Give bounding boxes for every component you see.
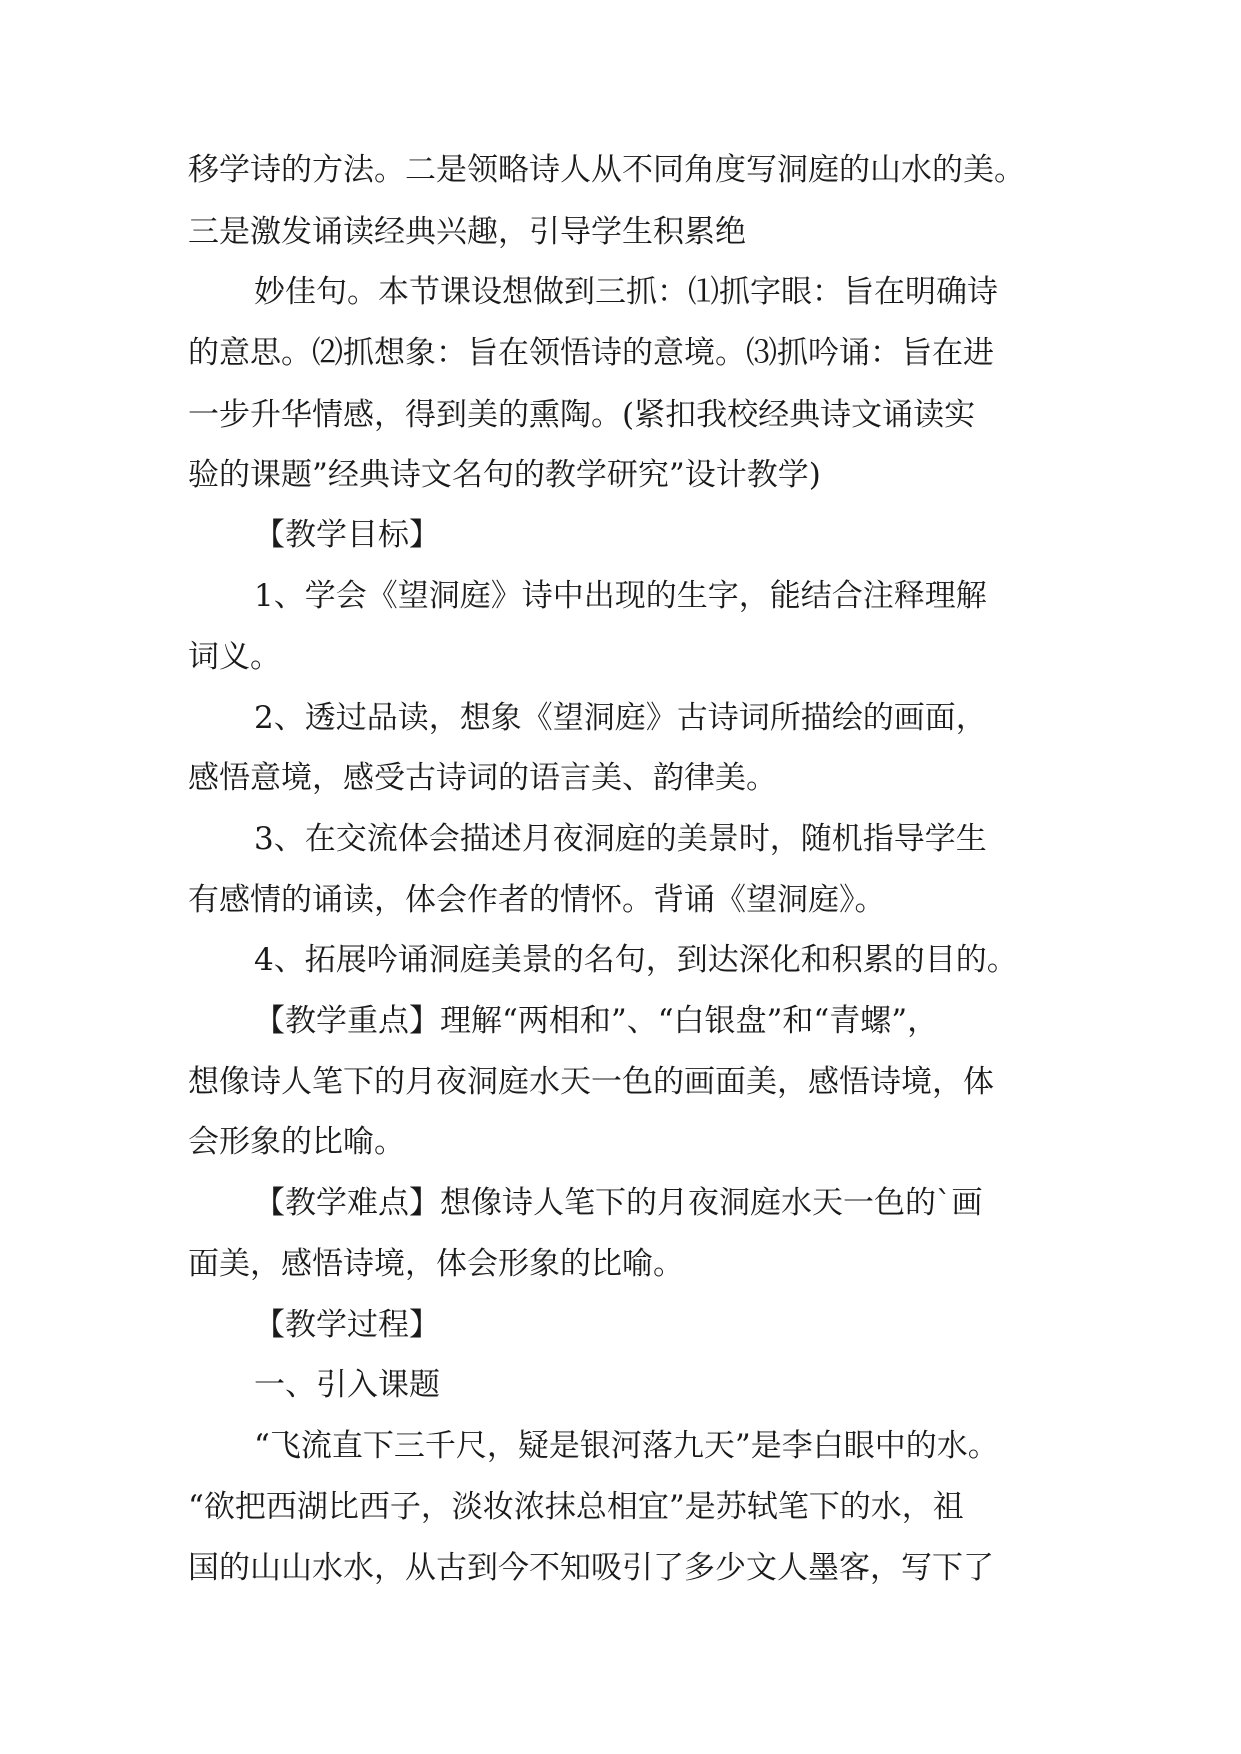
- section-heading: 【教学目标】: [254, 517, 440, 553]
- text-line: 有感情的诵读，体会作者的情怀。背诵《望洞庭》。: [188, 882, 886, 918]
- text-line: “欲把西湖比西子，淡妆浓抹总相宜”是苏轼笔下的水，祖: [188, 1489, 964, 1525]
- text-line: 4、拓展吟诵洞庭美景的名句，到达深化和积累的目的。: [254, 942, 1018, 978]
- text-line: 2、透过品读，想象《望洞庭》古诗词所描绘的画面，: [254, 700, 987, 736]
- text-line: 1、学会《望洞庭》诗中出现的生字，能结合注释理解: [254, 578, 987, 614]
- text-line: 会形象的比喻。: [188, 1124, 405, 1160]
- section-heading: 【教学难点】想像诗人笔下的月夜洞庭水天一色的`画: [254, 1185, 983, 1221]
- text-line: 面美，感悟诗境，体会形象的比喻。: [188, 1246, 684, 1282]
- text-line: “飞流直下三千尺，疑是银河落九天”是李白眼中的水。: [254, 1428, 999, 1464]
- text-line: 一步升华情感，得到美的熏陶。(紧扣我校经典诗文诵读实: [188, 397, 976, 433]
- text-line: 移学诗的方法。二是领略诗人从不同角度写洞庭的山水的美。: [188, 152, 1025, 188]
- text-line: 想像诗人笔下的月夜洞庭水天一色的画面美，感悟诗境，体: [188, 1064, 994, 1100]
- text-line: 一、引入课题: [254, 1367, 440, 1403]
- text-line: 词义。: [188, 639, 281, 675]
- text-line: 3、在交流体会描述月夜洞庭的美景时，随机指导学生: [254, 821, 987, 857]
- text-line: 三是激发诵读经典兴趣，引导学生积累绝: [188, 214, 746, 250]
- section-heading: 【教学过程】: [254, 1307, 440, 1343]
- text-line: 妙佳句。本节课设想做到三抓：⑴抓字眼：旨在明确诗: [254, 274, 998, 310]
- text-line: 国的山山水水，从古到今不知吸引了多少文人墨客，写下了: [188, 1550, 994, 1586]
- text-line: 的意思。⑵抓想象：旨在领悟诗的意境。⑶抓吟诵：旨在进: [188, 335, 994, 371]
- section-heading: 【教学重点】理解“两相和”、“白银盘”和“青螺”，: [254, 1003, 939, 1039]
- text-line: 感悟意境，感受古诗词的语言美、韵律美。: [188, 760, 777, 796]
- text-line: 验的课题”经典诗文名句的教学研究”设计教学): [188, 457, 821, 493]
